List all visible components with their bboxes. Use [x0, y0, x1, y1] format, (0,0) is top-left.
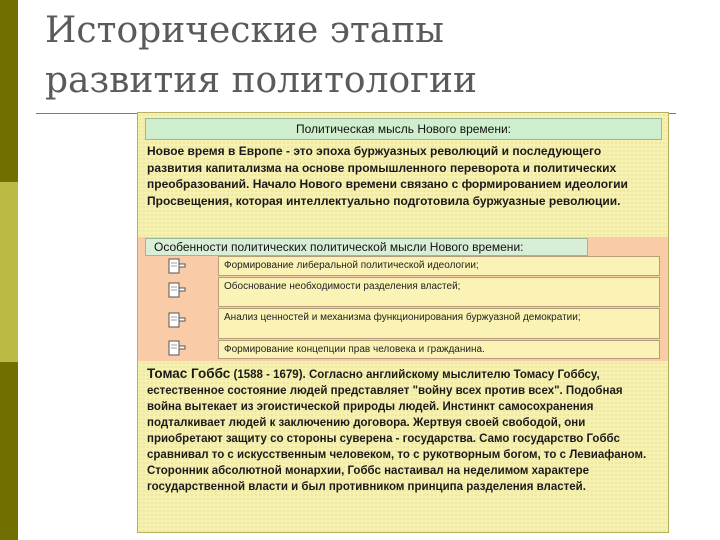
document-hand-icon [168, 282, 188, 300]
panel-header: Политическая мысль Нового времени: [145, 118, 662, 140]
slide-title-line2: развития политологии [45, 60, 477, 101]
hobbes-years: (1588 - 1679). [233, 369, 306, 381]
hobbes-name: Томас Гоббс [147, 366, 231, 381]
left-band-top [0, 0, 18, 182]
intro-paragraph: Новое время в Европе - это эпоха буржуазных революций и последующего развития капитализма на основе промышленного переворота и политических преобразований. Начало Нового времени связано с формированием идеологии Просвещения, которая интеллектуально подготовила буржуазные революции. [147, 144, 628, 208]
slide-title [45, 6, 685, 106]
document-hand-icon [168, 258, 188, 276]
hobbes-paragraph [147, 366, 659, 495]
left-band-middle [0, 182, 18, 362]
left-band-bottom [0, 362, 18, 540]
content-panel [137, 112, 669, 533]
slide-title-line1: Исторические этапы [45, 10, 444, 51]
document-hand-icon [168, 312, 188, 330]
feature-item: Обоснование необходимости разделения властей; [218, 277, 660, 307]
feature-item: Формирование либеральной политической идеологии; [218, 256, 660, 276]
features-header: Особенности политических политической мысли Нового времени: [145, 238, 588, 256]
feature-item: Формирование концепции прав человека и гражданина. [218, 340, 660, 359]
features-section [138, 237, 668, 361]
feature-item: Анализ ценностей и механизма функционирования буржуазной демократии; [218, 308, 660, 339]
document-hand-icon [168, 340, 188, 358]
hobbes-text: Согласно английскому мыслителю Томасу Гоббсу, естественное состояние людей представляет "войну всех против всех". Подобная война вытекает из эгоистической природы людей. Инстинкт самосохранения подталкивает людей к заключению договора. Жертвуя своей свободой, они приобретают защиту со стороны суверена - государства. Само государство Гоббс сравнивал то с искусственным человеком, то с рукотворным богом, то с Левиафаном. Сторонник абсолютной монархии, Гоббс настаивал на неделимом характере государственной власти и был противником принципа разделения властей. [147, 369, 647, 493]
